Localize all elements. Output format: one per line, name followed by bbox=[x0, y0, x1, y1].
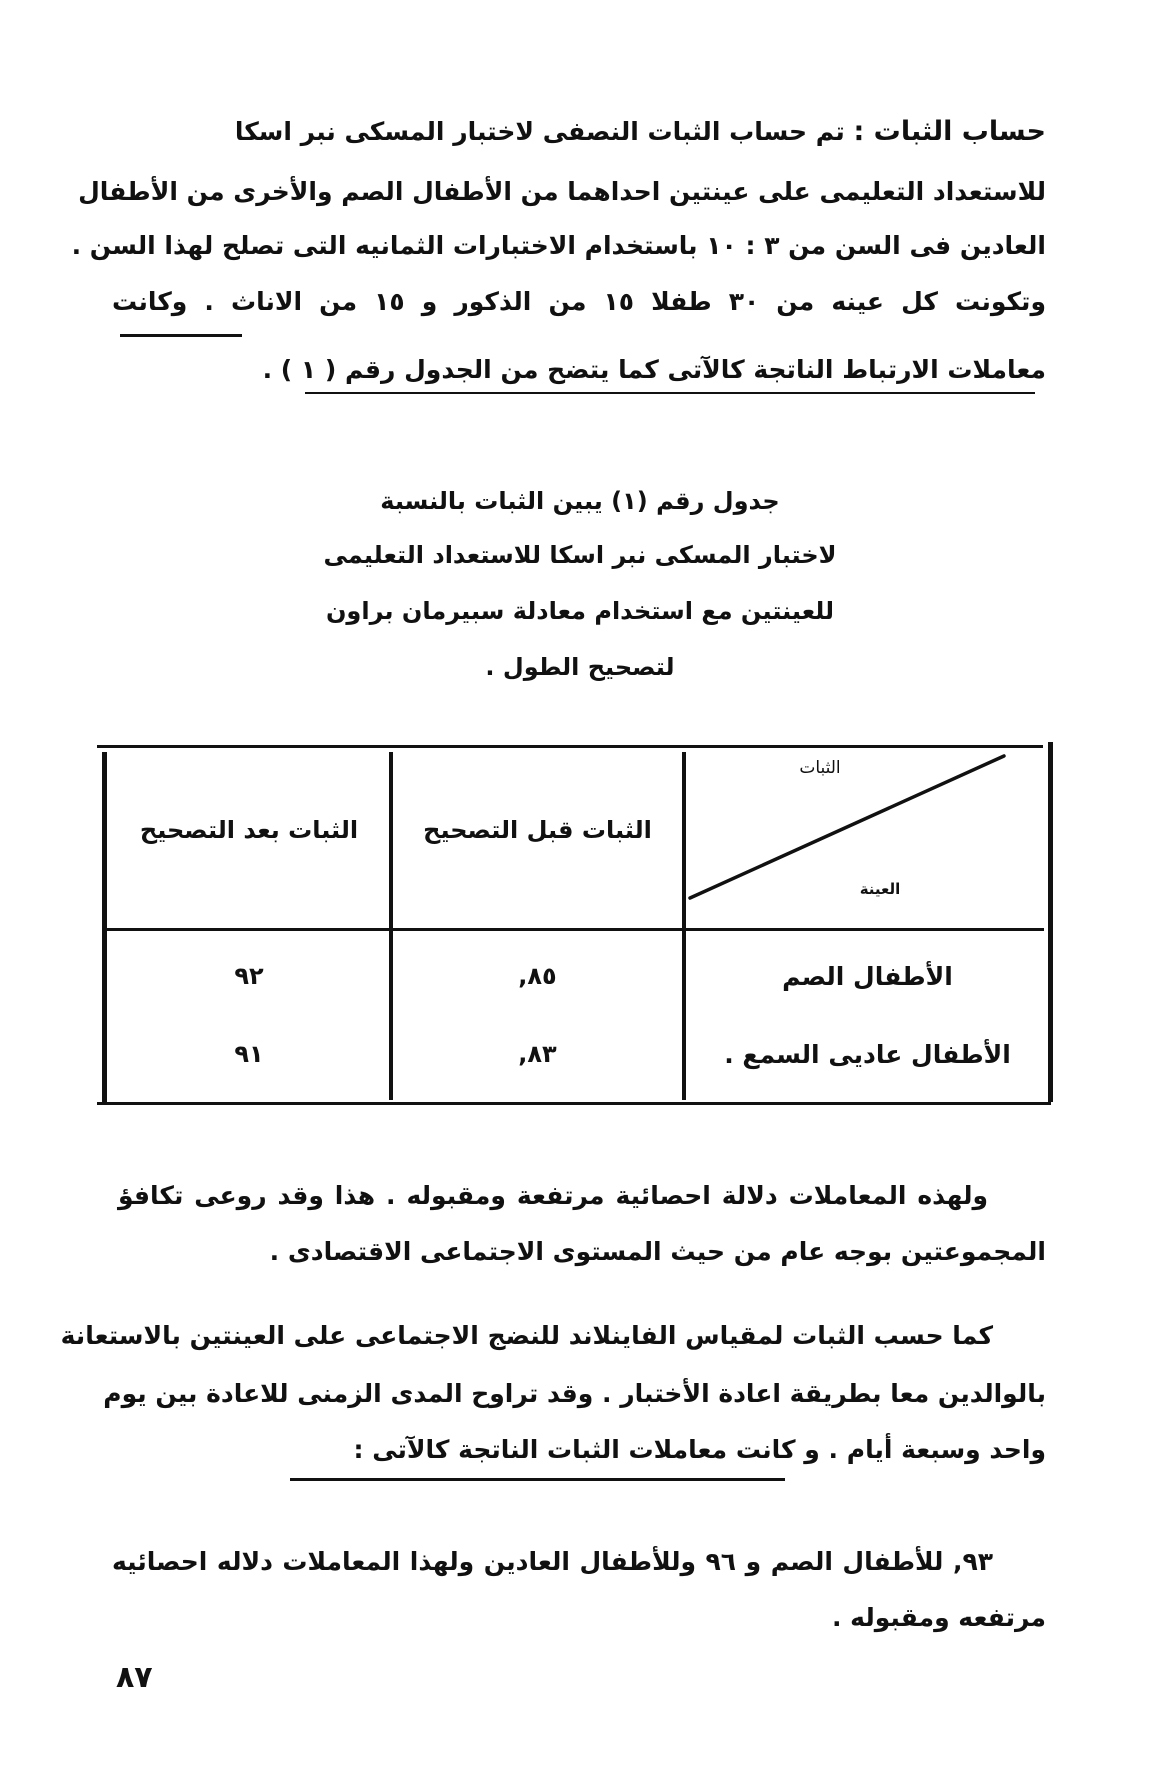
before-cell: ٨٣, bbox=[518, 1040, 557, 1068]
underline-results bbox=[290, 1478, 785, 1481]
paragraph-4-line-2: مرتفعه ومقبوله . bbox=[831, 1603, 1046, 1632]
table-caption-line-2: لاختبار المسكى نبر اسكا للاستعداد التعليمى bbox=[323, 541, 837, 569]
header-after-correction: الثبات بعد التصحيح bbox=[139, 816, 359, 844]
paragraph-4-line-1: ٩٣, للأطفال الصم و ٩٦ وللأطفال العادين ولهذا المعاملات دلاله احصائيه bbox=[112, 1547, 993, 1576]
page-number: ٨٧ bbox=[116, 1660, 153, 1695]
paragraph-1-line-5: معاملات الارتباط الناتجة كالآتى كما يتضح من الجدول رقم ( ١ ) . bbox=[262, 355, 1046, 384]
header-before-correction: الثبات قبل التصحيح bbox=[423, 816, 652, 844]
column-divider-1 bbox=[389, 752, 393, 1100]
paragraph-3-line-1: كما حسب الثبات لمقياس الفاينلاند للنضج الاجتماعى على العينتين بالاستعانة bbox=[60, 1321, 993, 1350]
header-body-rule bbox=[104, 928, 1044, 931]
paragraph-1-line-2: للاستعداد التعليمى على عينتين احداهما من الأطفال الصم والأخرى من الأطفال bbox=[78, 177, 1046, 206]
corner-label-sample: العينة bbox=[859, 880, 901, 898]
paragraph-3-line-3: واحد وسبعة أيام . و كانت معاملات الثبات الناتجة كالآتى : bbox=[353, 1435, 1046, 1464]
paragraph-1-line-1 bbox=[112, 112, 1046, 152]
paragraph-1-line-3: العادين فى السن من ٣ : ١٠ باستخدام الاختبارات الثمانيه التى تصلح لهذا السن . bbox=[71, 231, 1046, 260]
table-caption-line-3: للعينتين مع استخدام معادلة سبيرمان براون bbox=[325, 597, 835, 625]
paragraph-2-line-1: ولهذه المعاملات دلالة احصائية مرتفعة ومقبوله . هذا وقد روعى تكافؤ bbox=[118, 1181, 988, 1210]
section-heading: حساب الثبات : bbox=[853, 116, 1046, 147]
corner-label-reliability: الثبات bbox=[799, 758, 841, 778]
table-caption-line-4: لتصحيح الطول . bbox=[485, 653, 675, 681]
after-cell: ٩١ bbox=[234, 1040, 264, 1068]
sample-cell: الأطفال عاديى السمع . bbox=[724, 1040, 1011, 1069]
paragraph-1-line-4: وتكونت كل عينه من ٣٠ طفلا ١٥ من الذكور و ١٥ من الاناث . وكانت bbox=[112, 287, 1046, 316]
before-cell: ٨٥, bbox=[518, 962, 557, 990]
table-right-border bbox=[1048, 742, 1053, 1102]
underline-long bbox=[305, 392, 1035, 394]
table-bottom-rule bbox=[97, 1102, 1051, 1105]
after-cell: ٩٢ bbox=[234, 962, 264, 990]
paragraph-2-line-2: المجموعتين بوجه عام من حيث المستوى الاجتماعى الاقتصادى . bbox=[269, 1237, 1046, 1266]
paragraph-1-text: تم حساب الثبات النصفى لاختبار المسكى نبر اسكا bbox=[234, 117, 845, 146]
paragraph-3-line-2: بالوالدين معا بطريقة اعادة الأختبار . وقد تراوح المدى الزمنى للاعادة بين يوم bbox=[103, 1379, 1046, 1408]
sample-cell: الأطفال الصم bbox=[782, 962, 953, 991]
table-caption-line-1: جدول رقم (١) يبين الثبات بالنسبة bbox=[380, 487, 780, 515]
underline-short bbox=[120, 334, 242, 337]
